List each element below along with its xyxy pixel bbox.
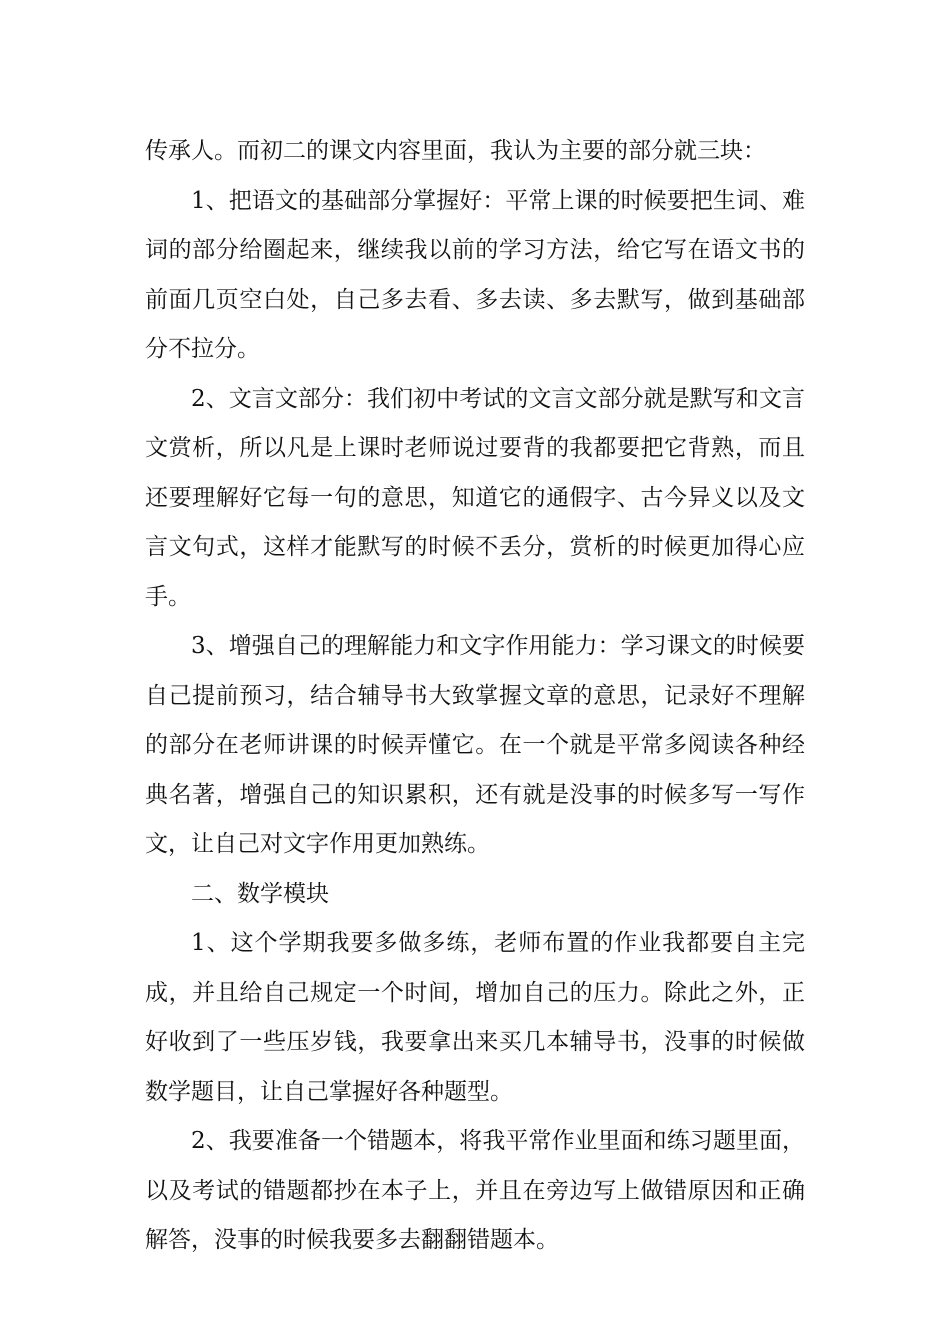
paragraph-comprehension: 3、增强自己的理解能力和文字作用能力：学习课文的时候要自己提前预习，结合辅导书大致掌握文章的意思，记录好不理解的部分在老师讲课的时候弄懂它。在一个就是平常多阅读各种经典名著，增强自己的知识累积，还有就是没事的时候多写一写作文，让自己对文字作用更加熟练。 — [145, 633, 805, 857]
paragraph-continuation: 传承人。而初二的课文内容里面，我认为主要的部分就三块： — [145, 138, 766, 164]
paragraph-chinese-basics: 1、把语文的基础部分掌握好：平常上课的时候要把生词、难词的部分给圈起来，继续我以前的学习方法，给它写在语文书的前面几页空白处，自己多去看、多去读、多去默写，做到基础部分不拉分。 — [145, 187, 805, 362]
paragraph-classical-chinese: 2、文言文部分：我们初中考试的文言文部分就是默写和文言文赏析，所以凡是上课时老师说过要背的我都要把它背熟，而且还要理解好它每一句的意思，知道它的通假字、古今异义以及文言文句式，这样才能默写的时候不丢分，赏析的时候更加得心应手。 — [145, 385, 805, 610]
document-body — [145, 127, 805, 1266]
paragraph-math-error-book: 2、我要准备一个错题本，将我平常作业里面和练习题里面，以及考试的错题都抄在本子上，并且在旁边写上做错原因和正确解答，没事的时候我要多去翻翻错题本。 — [145, 1128, 805, 1253]
paragraph-math-practice: 1、这个学期我要多做多练，老师布置的作业我都要自主完成，并且给自己规定一个时间，增加自己的压力。除此之外，正好收到了一些压岁钱，我要拿出来买几本辅导书，没事的时候做数学题目，让自己掌握好各种题型。 — [145, 930, 805, 1105]
section-heading-math: 二、数学模块 — [191, 880, 329, 907]
